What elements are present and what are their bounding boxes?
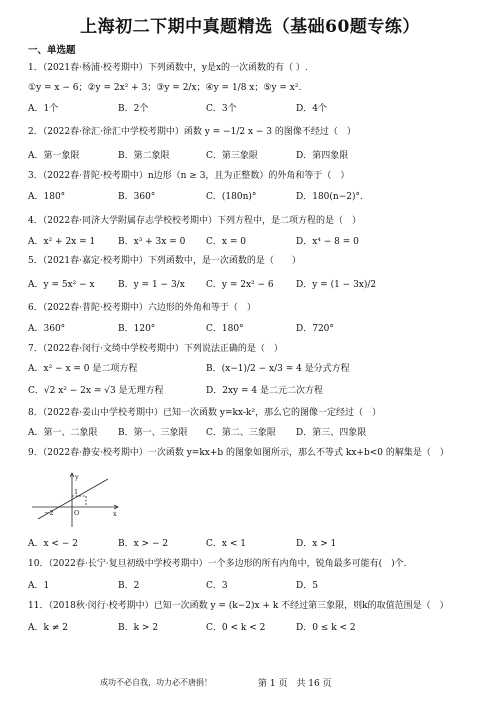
question-7-option-c: C．√2 x² − 2x = √3 是无理方程: [28, 386, 164, 396]
question-1-option-d: D．4个: [296, 104, 327, 114]
question-2-option-d: D．第四象限: [296, 151, 349, 161]
question-10-stem: 10．（2022春·长宁·复旦初级中学校考期中）一个多边形的所有内角中，锐角最多可能有( )个.: [28, 559, 407, 569]
question-10-option-c: C．3: [206, 581, 228, 591]
question-4-option-d: D．x⁴ − 8 = 0: [296, 237, 359, 247]
question-6-option-b: B．120°: [118, 324, 156, 334]
question-9-option-d: D．x > 1: [296, 539, 337, 549]
question-3-option-b: B．360°: [118, 192, 156, 202]
x-axis-label: x: [113, 510, 117, 518]
question-11-option-c: C．0 < k < 2: [206, 623, 266, 633]
question-3-option-d: D．180(n−2)°.: [296, 192, 363, 202]
question-4-option-a: A．x² + 2x = 1: [28, 237, 96, 247]
question-10-option-b: B．2: [118, 581, 140, 591]
tick-label-1: 1: [74, 488, 79, 496]
question-10-option-d: D．5: [296, 581, 318, 591]
question-5-option-a: A．y = 5x² − x: [28, 280, 95, 290]
question-1-items: ①y = x − 6；②y = 2x² + 3；③y = 2/x；④y = 1/8 x；⑤y = x².: [28, 83, 302, 93]
linear-function-graph: [28, 471, 120, 529]
question-8-option-c: C．第二、三象限: [206, 428, 276, 438]
document-title: 上海初二下期中真题精选（基础60题专练）: [80, 17, 420, 37]
question-6-option-c: C．180°: [206, 324, 244, 334]
question-3-stem: 3．（2022春·普陀·校考期中）n边形（n ≥ 3，且为正整数）的外角和等于（ ）: [28, 171, 350, 181]
question-5-option-c: C．y = 2x² − 6: [206, 280, 274, 290]
question-7-option-b: B．(x−1)/2 − x/3 = 4 是分式方程: [206, 364, 350, 374]
question-11-stem: 11．（2018秋·闵行·校考期中）已知一次函数 y = (k−2)x + k 不经过第三象限，则k的取值范围是（ ）: [28, 601, 449, 611]
question-8-option-b: B．第一、三象限: [118, 428, 188, 438]
question-3-option-c: C．(180n)°: [206, 192, 257, 202]
tick-label-neg2: −2: [44, 509, 54, 517]
question-4-option-b: B．x³ + 3x = 0: [118, 237, 186, 247]
question-3-option-a: A．180°: [28, 192, 66, 202]
question-8-option-a: A．第一、二象限: [28, 428, 98, 438]
question-1-option-b: B．2个: [118, 104, 149, 114]
question-2-option-a: A．第一象限: [28, 151, 80, 161]
question-9-stem: 9．（2022春·静安·校考期中）一次函数 y=kx+b 的图象如图所示，那么不等式 kx+b<0 的解集是（ ）: [28, 448, 449, 458]
y-axis-label: y: [75, 473, 79, 481]
question-2-stem: 2．（2022春·徐汇·徐汇中学校考期中）函数 y = −1/2 x − 3 的图像不经过（ ）: [28, 127, 356, 137]
question-11-option-a: A．k ≠ 2: [28, 623, 68, 633]
question-1-option-a: A．1个: [28, 104, 59, 114]
footer-motto: 成功不必自我，功力必不唐捐！: [100, 678, 212, 687]
question-6-option-d: D．720°: [296, 324, 334, 334]
question-9-option-a: A．x < − 2: [28, 539, 78, 549]
origin-label: O: [74, 509, 80, 517]
footer-page-number: 第 1 页 共 16 页: [258, 679, 332, 689]
question-11-option-d: D．0 ≤ k < 2: [296, 623, 356, 633]
question-7-option-a: A．x² − x = 0 是二项方程: [28, 364, 138, 374]
question-1-option-c: C．3个: [206, 104, 237, 114]
question-5-stem: 5．（2021春·嘉定·校考期中）下列函数中，是一次函数的是（ ）: [28, 256, 301, 266]
question-7-option-d: D．2xy = 4 是二元二次方程: [206, 386, 323, 396]
question-4-stem: 4．（2022春·同济大学附属存志学校校考期中）下列方程中，是二项方程的是（ ）: [28, 216, 361, 226]
question-4-option-c: C．x = 0: [206, 237, 246, 247]
section-heading: 一、单选题: [28, 45, 76, 56]
question-8-option-d: D．第三、四象限: [296, 428, 367, 438]
question-5-option-d: D．y = (1 − 3x)/2: [296, 280, 377, 290]
question-5-option-b: B．y = 1 − 3/x: [118, 280, 185, 290]
question-6-option-a: A．360°: [28, 324, 66, 334]
question-6-stem: 6．（2022春·普陀·校考期中）六边形的外角和等于（ ）: [28, 303, 256, 313]
question-2-option-c: C．第三象限: [206, 151, 258, 161]
question-11-option-b: B．k > 2: [118, 623, 159, 633]
question-2-option-b: B．第二象限: [118, 151, 170, 161]
question-7-stem: 7．（2022春·闵行·文绮中学校考期中）下列说法正确的是（ ）: [28, 344, 283, 354]
question-9-option-b: B．x > − 2: [118, 539, 169, 549]
question-10-option-a: A．1: [28, 581, 50, 591]
question-1-stem: 1．（2021春·杨浦·校考期中）下列函数中，y是x的一次函数的有（ ）.: [28, 63, 308, 73]
question-9-option-c: C．x < 1: [206, 539, 246, 549]
question-8-stem: 8．（2022春·姜山中学校考期中）已知一次函数 y=kx-k²，那么它的图像一定经过（ ）: [28, 408, 381, 418]
